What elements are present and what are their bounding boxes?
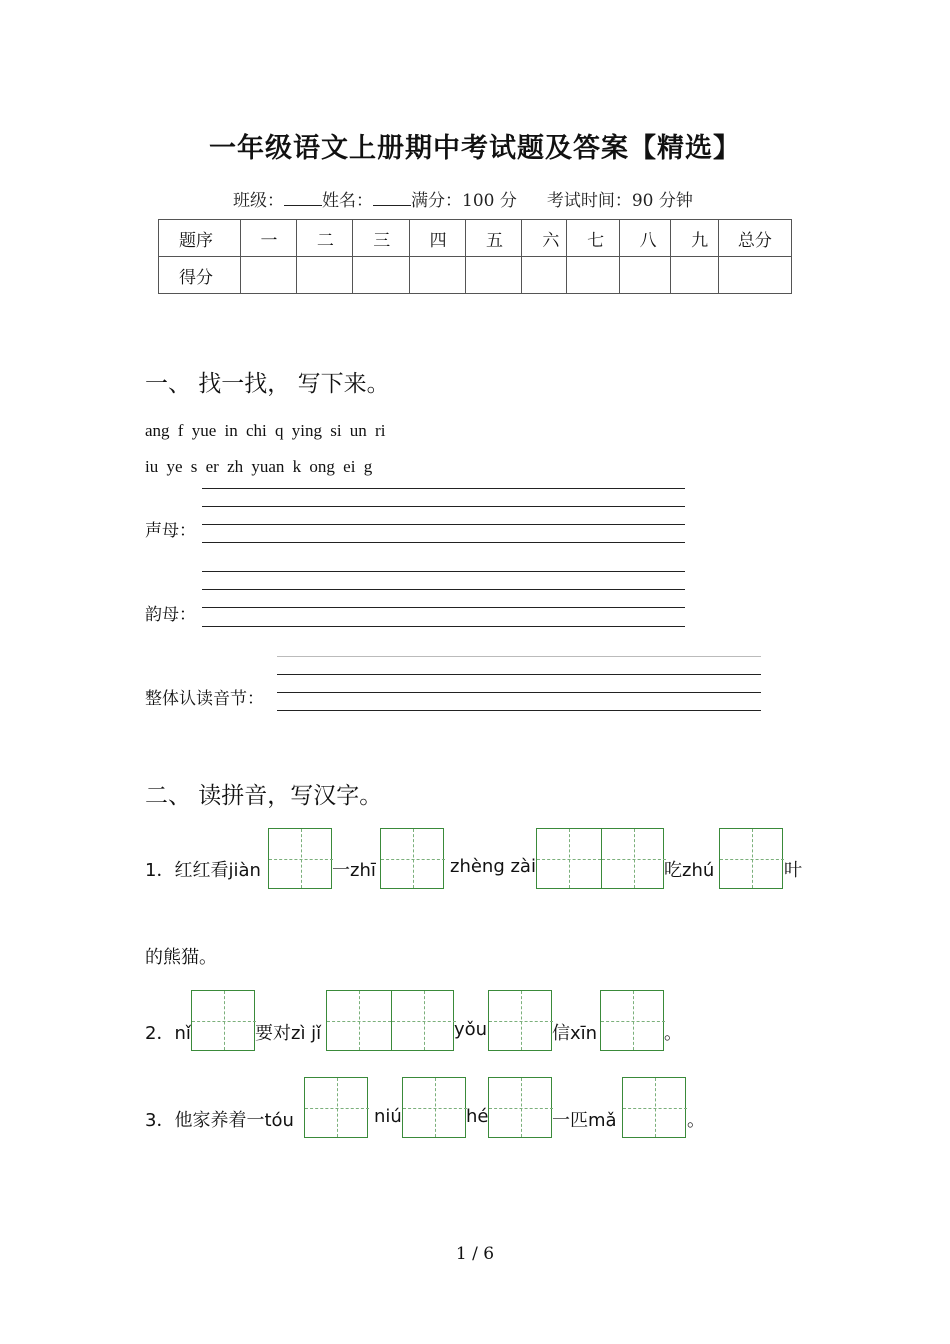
q2-pinyin-2: zì jǐ [291, 1023, 322, 1044]
writing-grid[interactable] [402, 1077, 466, 1138]
q1-text: 一 [332, 860, 350, 881]
q3-pinyin-2: niú [374, 1106, 402, 1127]
writing-grid[interactable] [304, 1077, 368, 1138]
q3-end: 。 [687, 1110, 705, 1131]
q1-prefix [145, 856, 261, 882]
q2-text: 信 [552, 1023, 570, 1044]
class-blank[interactable] [284, 191, 322, 206]
q3-segment-4 [552, 1106, 617, 1132]
score-cell[interactable] [567, 257, 620, 294]
q1-pinyin-2: zhī [350, 860, 376, 881]
score-cell[interactable] [619, 257, 671, 294]
yunmu-label: 韵母： [145, 605, 196, 625]
table-header-cell: 五 [465, 220, 521, 257]
shengmu-label: 声母： [145, 521, 196, 541]
table-header-cell: 二 [296, 220, 352, 257]
full-score: 满分：100 分 [411, 191, 517, 211]
writing-grid[interactable] [536, 828, 664, 889]
name-blank[interactable] [373, 191, 411, 206]
shengmu-answer-line[interactable] [202, 506, 685, 507]
score-cell[interactable] [465, 257, 521, 294]
writing-grid[interactable] [600, 990, 664, 1051]
q2-pinyin-3: yǒu [454, 1019, 488, 1040]
yunmu-answer-line[interactable] [202, 589, 685, 590]
q3-text: 一匹 [552, 1110, 588, 1131]
section1-heading: 一、 找一找， 写下来。 [145, 371, 390, 397]
score-table [158, 219, 792, 294]
q2-text: 2． [145, 1023, 175, 1044]
score-cell[interactable] [522, 257, 567, 294]
q3-pinyin-4: mǎ [588, 1110, 617, 1131]
zhengti-answer-line[interactable] [277, 656, 761, 657]
table-header-cell: 一 [240, 220, 296, 257]
q1-text: 吃 [664, 860, 682, 881]
writing-grid[interactable] [268, 828, 332, 889]
score-cell[interactable] [296, 257, 352, 294]
zhengti-answer-line[interactable] [277, 674, 761, 675]
exam-time: 考试时间：90 分钟 [546, 191, 693, 211]
page-title: 一年级语文上册期中考试题及答案【精选】 [209, 133, 741, 164]
q3-prefix [145, 1106, 294, 1132]
q1-segment-2 [332, 856, 376, 882]
table-header-cell: 九 [671, 220, 719, 257]
writing-grid[interactable] [488, 990, 552, 1051]
q2-text: 要对 [255, 1023, 291, 1044]
q1-line-2: 的熊猫。 [145, 947, 217, 968]
score-cell[interactable] [671, 257, 719, 294]
yunmu-answer-line[interactable] [202, 571, 685, 572]
zhengti-label: 整体认读音节： [145, 689, 264, 709]
table-header-cell: 七 [567, 220, 620, 257]
zhengti-answer-line[interactable] [277, 692, 761, 693]
q2-pinyin-4: xīn [570, 1023, 598, 1044]
zhengti-answer-line[interactable] [277, 710, 761, 711]
writing-grid[interactable] [719, 828, 783, 889]
table-header-cell: 总分 [718, 220, 791, 257]
score-table-score-row [159, 257, 792, 294]
q2-pinyin-1: nǐ [174, 1023, 191, 1044]
table-row-label: 得分 [159, 257, 241, 294]
class-label: 班级： [233, 191, 284, 211]
writing-grid[interactable] [380, 828, 444, 889]
name-label: 姓名： [322, 191, 373, 211]
table-header-cell: 六 [522, 220, 567, 257]
shengmu-answer-line[interactable] [202, 542, 685, 543]
q3-pinyin-3: hé [466, 1106, 489, 1127]
q2-end: 。 [664, 1023, 682, 1044]
table-header-cell: 八 [619, 220, 671, 257]
q2-segment-4 [552, 1019, 597, 1045]
exam-info [233, 186, 693, 211]
q2-prefix [145, 1019, 191, 1045]
score-cell[interactable] [353, 257, 409, 294]
q2-segment-2 [255, 1019, 321, 1045]
table-header-cell: 三 [353, 220, 409, 257]
yunmu-answer-line[interactable] [202, 607, 685, 608]
writing-grid[interactable] [488, 1077, 552, 1138]
table-header-cell: 题序 [159, 220, 241, 257]
q1-pinyin-1: jiàn [228, 860, 261, 881]
q1-segment-4 [664, 856, 714, 882]
shengmu-answer-line[interactable] [202, 488, 685, 489]
score-cell[interactable] [409, 257, 465, 294]
writing-grid[interactable] [191, 990, 255, 1051]
pinyin-list-1: ang f yue in chi q ying si un ri [145, 421, 386, 440]
score-table-header-row [159, 220, 792, 257]
q1-pinyin-3: zhèng zài [450, 856, 536, 877]
page-number: 1 / 6 [455, 1244, 495, 1264]
q1-text: 叶 [784, 860, 802, 881]
yunmu-answer-line[interactable] [202, 626, 685, 627]
q3-text: 3．他家养着一 [145, 1110, 265, 1131]
writing-grid[interactable] [326, 990, 454, 1051]
shengmu-answer-line[interactable] [202, 524, 685, 525]
score-cell[interactable] [240, 257, 296, 294]
q1-text: 1．红红看 [145, 860, 229, 881]
pinyin-list-2: iu ye s er zh yuan k ong ei g [145, 457, 373, 476]
section2-heading: 二、 读拼音，写汉字。 [145, 783, 383, 809]
table-header-cell: 四 [409, 220, 465, 257]
score-cell[interactable] [718, 257, 791, 294]
q3-pinyin-1: tóu [264, 1110, 294, 1131]
writing-grid[interactable] [622, 1077, 686, 1138]
q1-pinyin-4: zhú [682, 860, 715, 881]
